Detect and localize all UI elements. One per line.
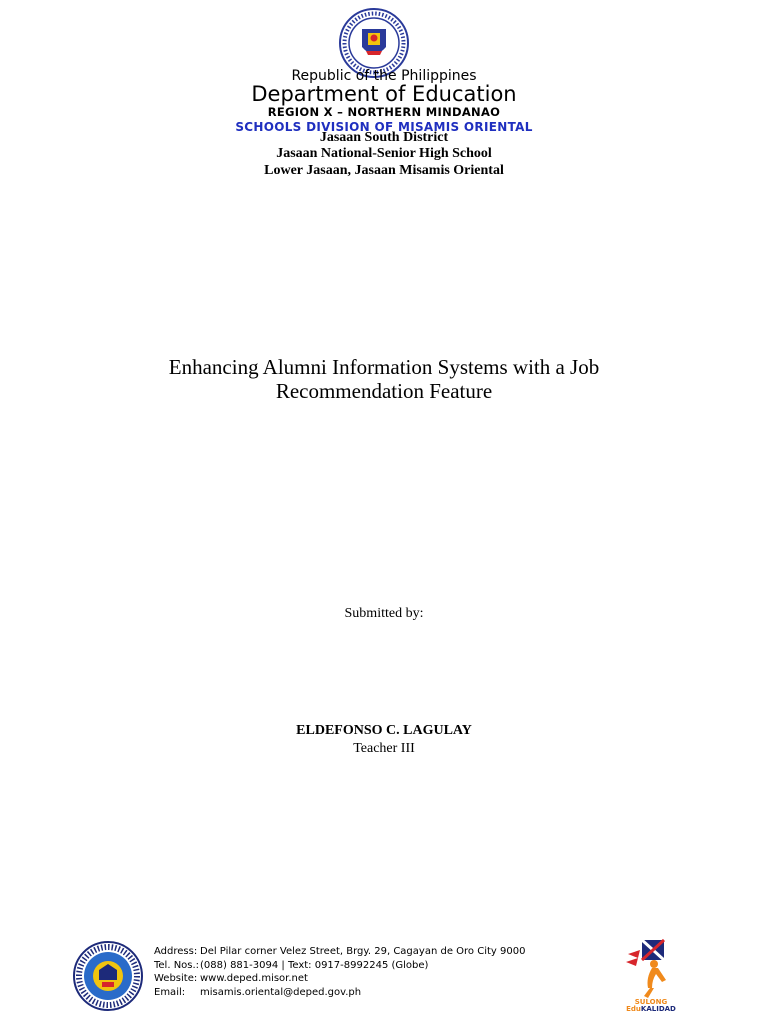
author-position: Teacher III (353, 741, 415, 756)
logo-text-edukalidad (626, 1005, 676, 1012)
footer-contact (154, 945, 525, 999)
footer-label: Address: (154, 946, 198, 957)
footer-phone-row (154, 959, 525, 973)
region-x-seal-icon (72, 940, 144, 1012)
author-name: ELDEFONSO C. LAGULAY (296, 723, 472, 738)
logo-text-kalidad: KALIDAD (640, 1005, 676, 1012)
footer-label: Email: (154, 986, 186, 998)
logo-text-edu: Edu (626, 1005, 641, 1012)
sulong-edukalidad-logo-icon (622, 938, 680, 1012)
department-heading: Department of Education (251, 82, 517, 106)
footer-value: (088) 881-3094 | Text: 0917-8992245 (Globe) (200, 959, 429, 971)
footer-address-row (154, 945, 525, 959)
document-title-line-1: Enhancing Alumni Information Systems with a Job (168, 355, 600, 379)
school-heading: Jasaan National-Senior High School (276, 146, 492, 161)
footer-label: Tel. Nos.: (154, 959, 200, 971)
footer-value: www.deped.misor.net (200, 973, 308, 984)
division-heading: SCHOOLS DIVISION OF MISAMIS ORIENTAL (235, 120, 533, 134)
footer-value: misamis.oriental@deped.gov.ph (200, 986, 362, 998)
school-address: Lower Jasaan, Jasaan Misamis Oriental (264, 163, 504, 178)
document-title-line-2: Recommendation Feature (275, 379, 493, 403)
republic-heading: Republic of the Philippines (291, 68, 477, 84)
document-title (0, 355, 768, 403)
footer-email-row (154, 986, 525, 1000)
region-heading: REGION X – NORTHERN MINDANAO (267, 105, 501, 119)
footer-website-row (154, 972, 525, 986)
logo-text-sulong: SULONG (634, 998, 668, 1006)
footer-value: Del Pilar corner Velez Street, Brgy. 29, Cagayan de Oro City 9000 (200, 946, 526, 957)
footer-label: Website: (154, 973, 198, 984)
submitted-by-label: Submitted by: (344, 606, 424, 621)
district-heading: Jasaan South District (319, 130, 449, 145)
